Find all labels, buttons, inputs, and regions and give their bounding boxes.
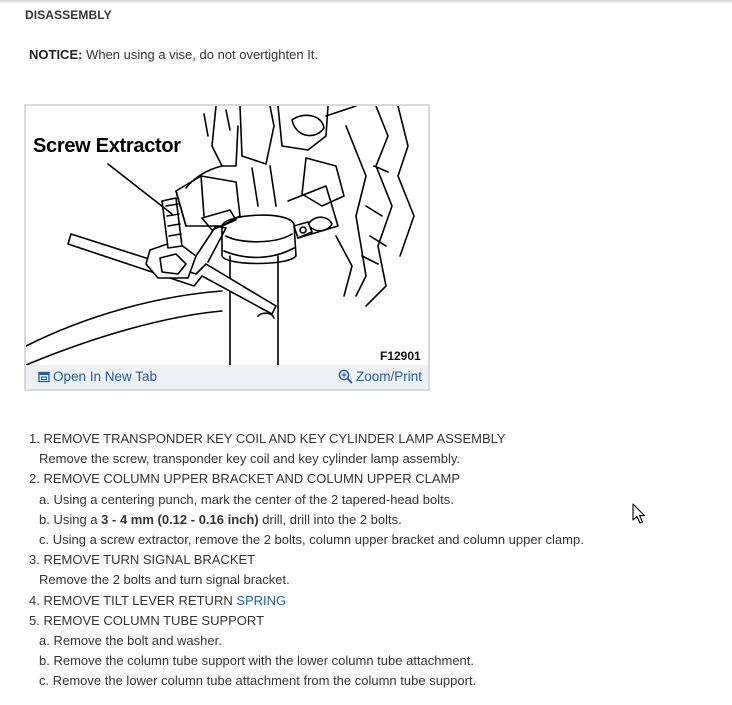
notice-text — [29, 47, 318, 62]
step-3-title: 3. REMOVE TURN SIGNAL BRACKET — [29, 552, 256, 568]
open-in-new-tab-label: Open In New Tab — [53, 369, 158, 384]
section-heading: DISASSEMBLY — [25, 8, 112, 22]
mouse-pointer-icon — [632, 503, 646, 525]
step-5-title: 5. REMOVE COLUMN TUBE SUPPORT — [29, 612, 265, 628]
step-5b: b. Remove the column tube support with the lower column tube attachment. — [39, 653, 475, 669]
notice-body: When using a vise, do not overtighten It. — [82, 47, 319, 62]
procedure-steps — [29, 429, 584, 692]
step-4-title — [29, 591, 584, 611]
step-3-body: Remove the 2 bolts and turn signal bracket. — [39, 572, 290, 588]
open-tab-icon — [38, 371, 50, 383]
step-4-pre: 4. REMOVE TILT LEVER RETURN — [29, 592, 237, 608]
figure-callout-label: Screw Extractor — [33, 135, 181, 157]
step-1-title: 1. REMOVE TRANSPONDER KEY COIL AND KEY CYLINDER LAMP ASSEMBLY — [29, 431, 506, 446]
zoom-magnifier-icon — [338, 369, 353, 384]
step-2b — [29, 510, 584, 530]
step-1-body: Remove the screw, transponder key coil and key cylinder lamp assembly. — [39, 451, 461, 467]
step-2b-drill-size: 3 - 4 mm (0.12 - 0.16 inch) — [101, 511, 259, 527]
zoom-print-label: Zoom/Print — [355, 369, 422, 384]
step-2c: c. Using a screw extractor, remove the 2 bolts, column upper bracket and column upper clamp. — [39, 532, 584, 548]
spring-link[interactable]: SPRING — [236, 592, 287, 608]
step-2b-pre: b. Using a — [39, 511, 102, 527]
illustration-figure — [24, 104, 430, 391]
step-5c: c. Remove the lower column tube attachment from the column tube support. — [39, 673, 477, 689]
step-2b-post: drill, drill into the 2 bolts. — [258, 511, 402, 527]
figure-action-bar — [26, 365, 428, 389]
notice-label: NOTICE: — [29, 47, 83, 62]
top-shadow-bar — [0, 0, 732, 4]
zoom-print-link[interactable] — [338, 369, 422, 384]
step-5a: a. Remove the bolt and washer. — [39, 633, 222, 649]
figure-id: F12901 — [380, 349, 421, 363]
step-2-title: 2. REMOVE COLUMN UPPER BRACKET AND COLUMN UPPER CLAMP — [29, 471, 461, 487]
step-2a: a. Using a centering punch, mark the center of the 2 tapered-head bolts. — [39, 491, 454, 507]
open-in-new-tab-link[interactable] — [38, 369, 157, 384]
